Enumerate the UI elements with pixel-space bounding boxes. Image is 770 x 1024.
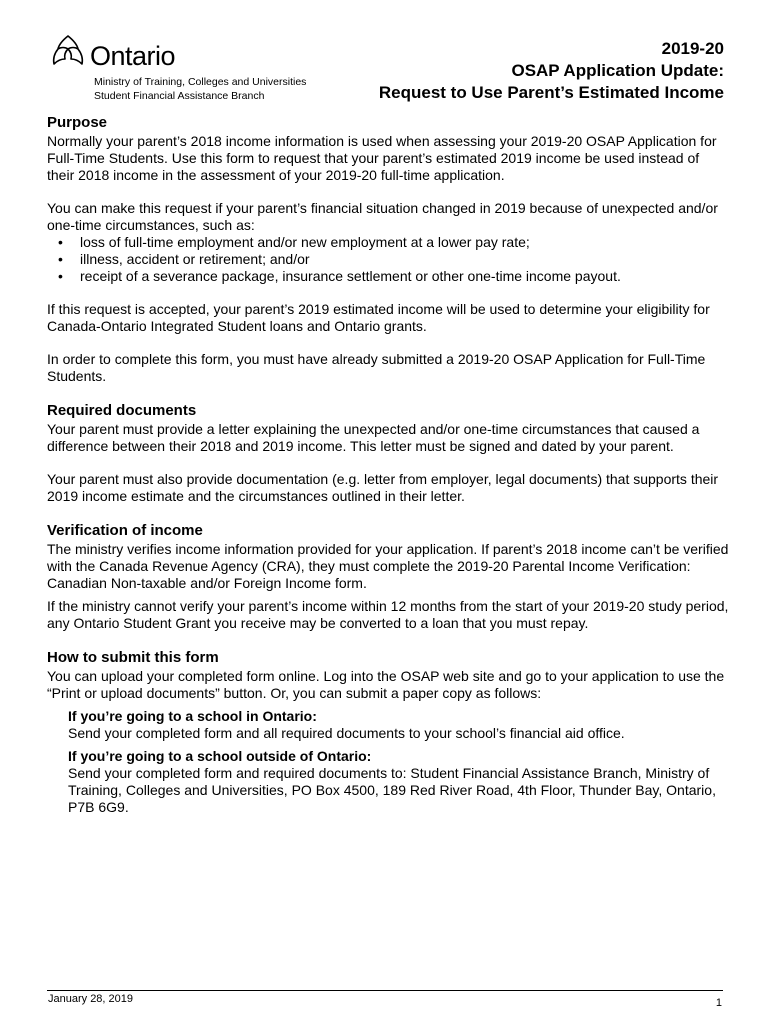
purpose-paragraph-3: If this request is accepted, your parent’s 2019 estimated income will be used to determine your eligibility for Canada-Ontario Integrated Student loans and Ontario grants. [47,301,710,334]
purpose-paragraph-1: Normally your parent’s 2018 income information is used when assessing your 2019-20 OSAP Application for Full-Time Students. Use this form to request that your parent’s estimated 2019 income be used instead of their 2018 income in the assessment of your 2019-20 full-time application. [47,133,717,183]
footer-divider [47,990,723,991]
title-line-3: Request to Use Parent’s Estimated Income [378,83,724,102]
title-line-2: OSAP Application Update: [511,61,724,80]
page-number: 1 [715,997,722,1009]
ontario-logo [48,28,175,72]
purpose-section [47,113,729,385]
trillium-icon [48,30,88,72]
submit-heading: How to submit this form [47,649,219,666]
ontario-school-instructions [68,708,729,742]
ontario-school-heading: If you’re going to a school in Ontario: [68,708,317,724]
required-paragraph-2: Your parent must also provide documentation (e.g. letter from employer, legal documents) that supports their 2019 income estimate and the circumstances outlined in their letter. [47,471,719,504]
verification-section [47,521,729,632]
required-documents-heading: Required documents [47,402,197,419]
required-paragraph-1: Your parent must provide a letter explaining the unexpected and/or one-time circumstances that caused a difference between their 2018 and 2019 income. This letter must be signed and dated by your parent. [47,421,700,454]
branch-name: Student Financial Assistance Branch [94,90,265,102]
outside-ontario-instructions [68,748,729,816]
purpose-paragraph-4: In order to complete this form, you must have already submitted a 2019-20 OSAP Application for Full-Time Students. [47,351,706,384]
ministry-name: Ministry of Training, Colleges and Universities [94,76,307,88]
list-item: • receipt of a severance package, insurance settlement or other one-time income payout. [58,268,621,284]
submit-section [47,648,729,816]
ministry-info [94,75,306,103]
ontario-school-text: Send your completed form and all required documents to your school’s financial aid office. [68,725,625,741]
outside-ontario-text: Send your completed form and required documents to: Student Financial Assistance Branch, Ministry of Training, Colleges and Universities, PO Box 4500, 189 Red River Road, 4th Floor, Thunder Bay, Ontario, P7B 6G9. [68,765,716,815]
logo-wordmark: Ontario [90,41,176,71]
list-item: • illness, accident or retirement; and/or [58,251,310,267]
verification-heading: Verification of income [47,522,203,539]
footer-date: January 28, 2019 [48,993,134,1005]
purpose-paragraph-2: You can make this request if your parent’s financial situation changed in 2019 because of unexpected and/or one-time circumstances, such as: [47,200,718,233]
verification-paragraph-2: If the ministry cannot verify your parent’s income within 12 months from the start of your 2019-20 study period, any Ontario Student Grant you receive may be converted to a loan that you must repay. [47,598,729,631]
list-item: • loss of full-time employment and/or new employment at a lower pay rate; [58,234,530,250]
required-documents-section [47,401,729,505]
verification-paragraph-1: The ministry verifies income information provided for your application. If parent’s 2018 income can’t be verified with the Canada Revenue Agency (CRA), they must complete the 2019-20 Parental Income Verification: Canadian Non-taxable and/or Foreign Income form. [47,541,729,591]
submit-paragraph: You can upload your completed form online. Log into the OSAP web site and go to your application to use the “Print or upload documents” button. Or, you can submit a paper copy as follows: [47,668,725,701]
outside-ontario-heading: If you’re going to a school outside of Ontario: [68,748,372,764]
title-year: 2019-20 [661,39,724,58]
page-header [0,0,770,110]
purpose-heading: Purpose [47,114,108,131]
circumstance-list [47,234,729,285]
form-title [379,38,724,104]
form-content [47,113,729,816]
